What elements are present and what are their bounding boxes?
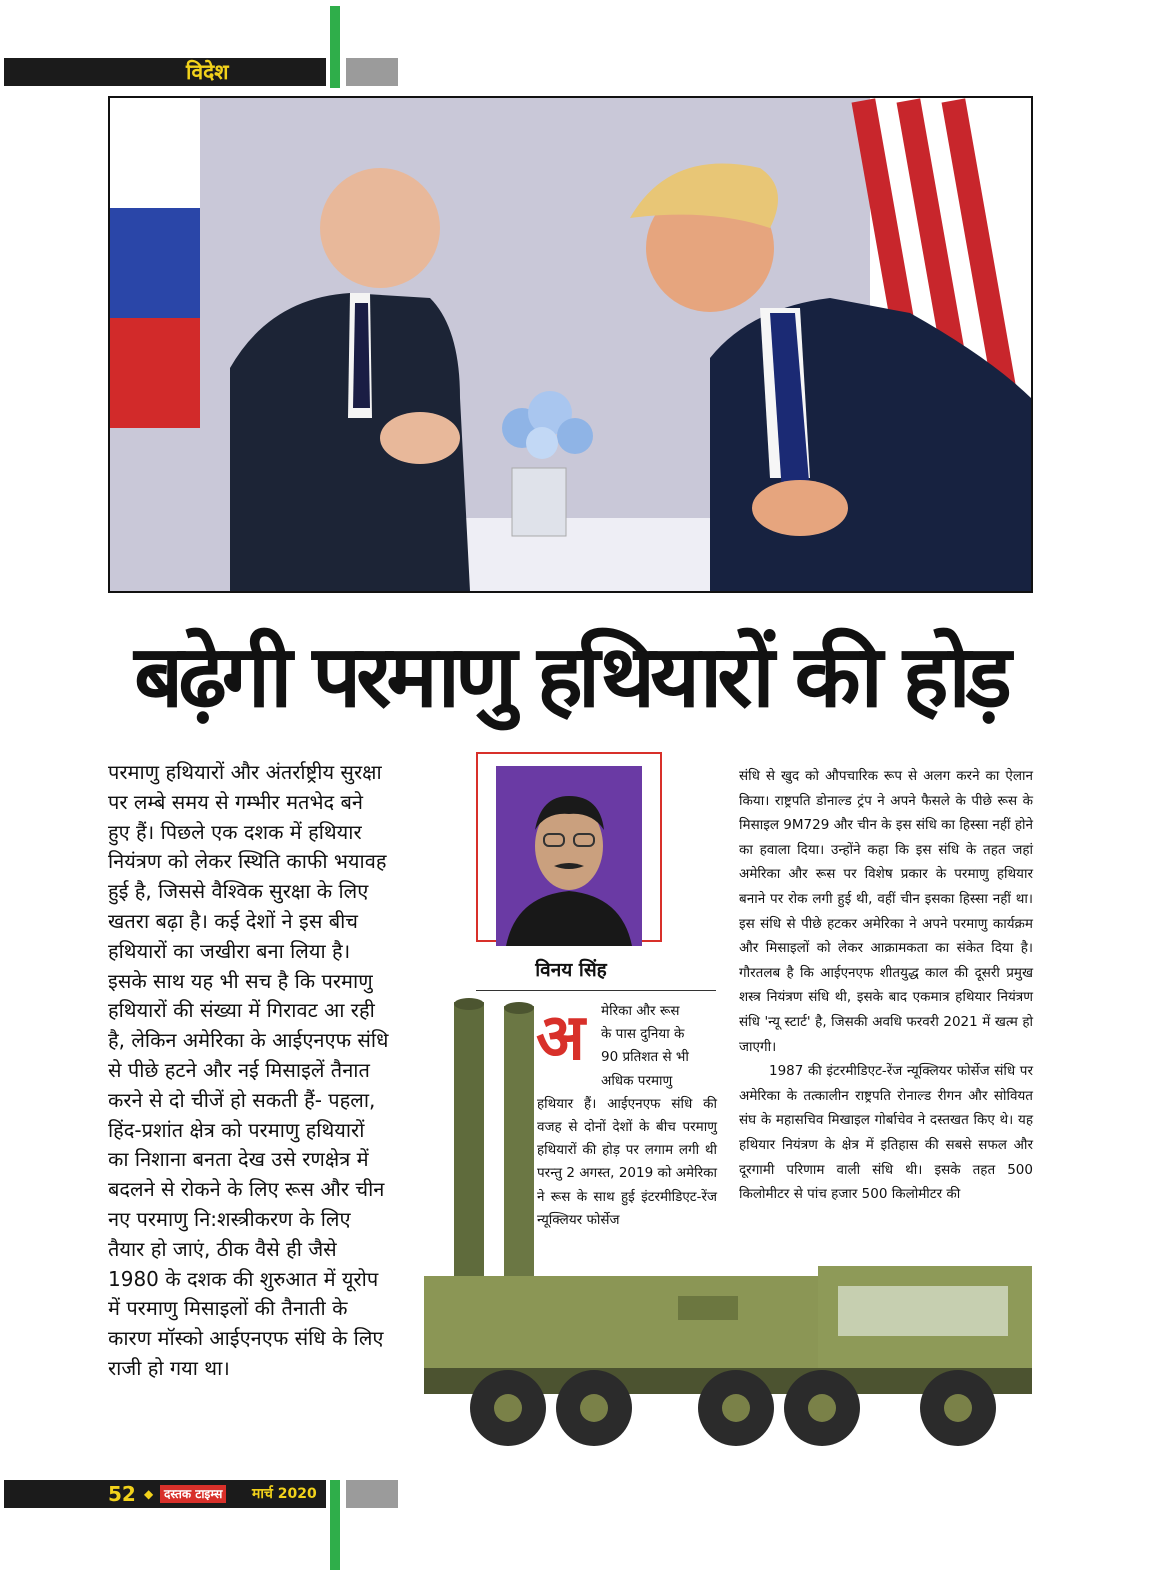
author-portrait-icon xyxy=(496,766,642,946)
author-divider xyxy=(476,990,716,991)
section-label: विदेश xyxy=(186,60,229,84)
green-accent-bar-bottom xyxy=(330,1480,340,1570)
article-intro-text: परमाणु हथियारों और अंतर्राष्ट्रीय सुरक्षा पर लम्बे समय से गम्भीर मतभेद बने हुए हैं। पिछले एक दशक में हथियार नियंत्रण को लेकर स्थिति काफी भयावह हुई है, जिससे वैश्विक सुरक्षा के लिए खतरा बढ़ा है। कई देशों ने इस बीच हथियारों का जखीरा बना लिया है। इसके साथ यह भी सच है कि परमाणु हथियारों की संख्या में गिरावट आ रही है, लेकिन अमेरिका के आईएनएफ संधि से पीछे हटने और नई मिसाइलें तैनात करने से दो चीजें हो सकती हैं- पहला, हिंद-प्रशांत क्षेत्र को परमाणु हथियारों का निशाना बनता देख उसे रणक्षेत्र में बदलने से रोकने के लिए रूस और चीन नए परमाणु नि:शस्त्रीकरण के लिए तैयार हो जाएं, ठीक वैसे ही जैसे 1980 के दशक की शुरुआत में यूरोप में परमाणु मिसाइलों की तैनाती के कारण मॉस्को आईएनएफ संधि के लिए राजी हो गया था। xyxy=(108,760,389,1380)
author-photo xyxy=(496,766,642,946)
footer-bullet: ◆ xyxy=(144,1487,154,1501)
green-accent-bar xyxy=(330,6,340,88)
right-paragraph-2: 1987 की इंटरमीडिएट-रेंज न्यूक्लियर फोर्सेज संधि पर अमेरिका के तत्कालीन राष्ट्रपति रोनाल्ड रीगन और सोवियत संघ के महासचिव मिखाइल गोर्बाचेव ने दस्तखत किए थे। यह हथियार नियंत्रण के क्षेत्र में इतिहास की सबसे सफल और दूरगामी परिणाम वाली संधि थी। इसके तहत 500 किलोमीटर से पांच हजार 500 किलोमीटर की xyxy=(739,1063,1033,1203)
middle-body-text: हथियार हैं। आईएनएफ संधि की वजह से दोनों देशों के बीच परमाणु हथियारों की होड़ पर लगाम लगी थी परन्तु 2 अगस्त, 2019 को अमेरिका ने रूस के साथ हुई इंटरमीडिएट-रेंज न्यूक्लियर फोर्सेज xyxy=(537,1095,717,1228)
right-paragraph-1: संधि से खुद को औपचारिक रूप से अलग करने का ऐलान किया। राष्ट्रपति डोनाल्ड ट्रंप ने अपने फैसले के पीछे रूस के मिसाइल 9M729 और चीन के इस संधि का हिस्सा नहीं होने का हवाला दिया। उन्होंने कहा कि इस संधि के तहत जहां अमेरिका और रूस पर विशेष प्रकार के परमाणु हथियार बनाने पर रोक लगी हुई थी, वहीं चीन इसका हिस्सा नहीं था। इस संधि से पीछे हटकर अमेरिका ने अपने परमाणु कार्यक्रम और मिसाइलों को लेकर आक्रामकता का संकेत दिया है। गौरतलब है कि आईएनएफ शीतयुद्ध काल की दूसरी प्रमुख शस्त्र नियंत्रण संधि थी, इसके बाद एकमात्र हथियार नियंत्रण संधि 'न्यू स्टार्ट' है, जिसकी अवधि फरवरी 2021 में खत्म हो जाएगी। xyxy=(739,768,1033,1055)
middle-line-2: के पास दुनिया के xyxy=(601,1026,685,1043)
headline: बढ़ेगी परमाणु हथियारों की होड़ xyxy=(134,627,1007,727)
article-right-column xyxy=(739,764,1033,1207)
issue-date: मार्च 2020 xyxy=(252,1486,317,1502)
hero-photo xyxy=(108,96,1033,593)
middle-line-4: अधिक परमाणु xyxy=(601,1072,673,1089)
middle-line-1: मेरिका और रूस xyxy=(601,1003,680,1019)
page-number: 52 xyxy=(108,1482,136,1506)
magazine-logo: दस्तक टाइम्स xyxy=(160,1485,226,1503)
middle-line-3: 90 प्रतिशत से भी xyxy=(601,1049,689,1066)
author-name: विनय सिंह xyxy=(535,959,607,981)
photo-icon xyxy=(110,98,1031,591)
gray-accent-box-bottom xyxy=(346,1480,398,1508)
article-middle-column xyxy=(537,1000,717,1232)
dropcap-letter: अ xyxy=(536,1001,585,1075)
gray-accent-box xyxy=(346,58,398,86)
article-left-column xyxy=(108,758,390,1384)
header-band xyxy=(4,58,326,86)
